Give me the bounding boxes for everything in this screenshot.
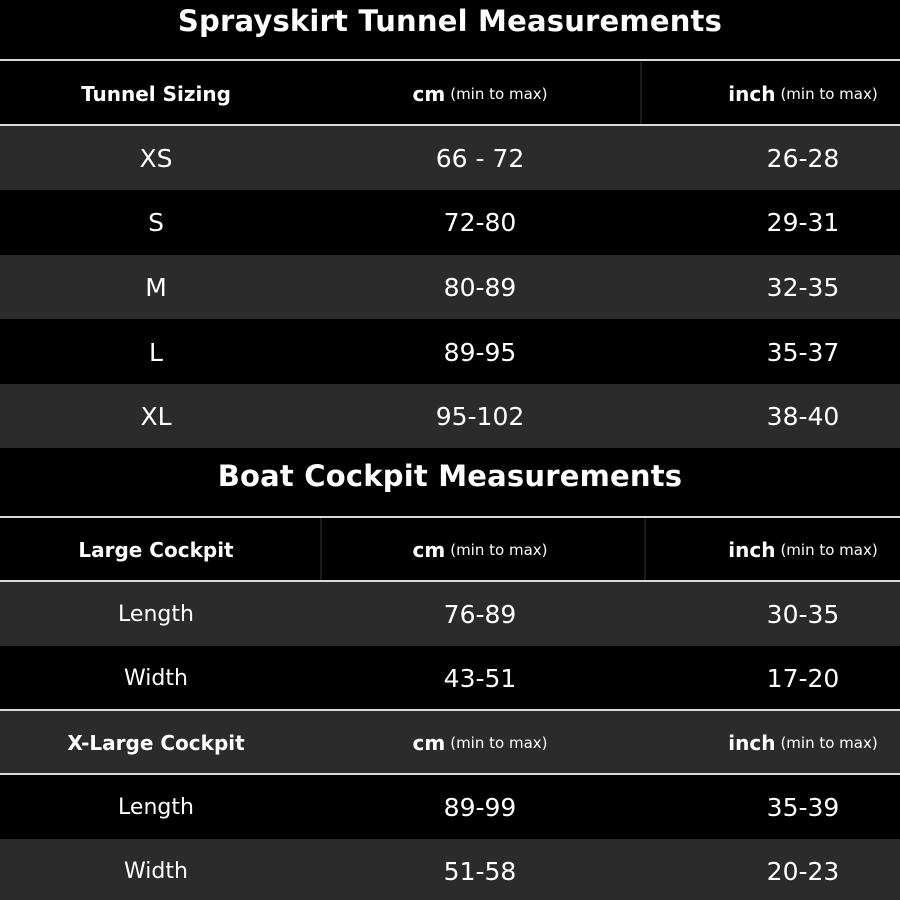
inch-cell: 17-20 [766,663,840,693]
large-cockpit-header-row [0,518,900,582]
table-row [0,320,900,384]
inch-cell: 20-23 [766,856,840,886]
cm-cell: 51-58 [443,856,517,886]
cockpit-title: Boat Cockpit Measurements [217,459,683,493]
table-row [0,126,900,190]
cm-cell: 89-99 [443,792,517,822]
table-row [0,839,900,900]
table-row [0,384,900,448]
table-row [0,646,900,710]
table-row [0,775,900,839]
large-header-cm: cm (min to max) [412,538,548,562]
dimension-cell: Length [118,601,194,627]
inch-cell: 26-28 [766,143,840,173]
table-row [0,255,900,319]
cm-cell: 95-102 [435,401,525,431]
table-row [0,190,900,254]
xlarge-header-inch: inch (min to max) [728,731,878,755]
cm-cell: 89-95 [443,337,517,367]
tunnel-header-inch: inch (min to max) [728,82,878,106]
size-cell: L [149,337,163,367]
size-cell: S [148,207,164,237]
tunnel-header-cm: cm (min to max) [412,82,548,106]
dimension-cell: Width [124,665,188,691]
size-cell: XL [140,401,172,431]
cm-cell: 76-89 [443,599,517,629]
header-column-divider [320,518,322,580]
cm-cell: 66 - 72 [435,143,525,173]
dimension-cell: Length [118,794,194,820]
size-cell: XS [139,143,173,173]
xlarge-header-label: X-Large Cockpit [67,731,245,755]
large-header-label: Large Cockpit [78,538,234,562]
tunnel-title: Sprayskirt Tunnel Measurements [177,4,723,38]
inch-cell: 35-39 [766,792,840,822]
header-column-divider [640,62,642,124]
inch-cell: 38-40 [766,401,840,431]
inch-cell: 32-35 [766,272,840,302]
xlarge-header-cm: cm (min to max) [412,731,548,755]
cm-cell: 72-80 [443,207,517,237]
header-column-divider [644,518,646,580]
inch-cell: 35-37 [766,337,840,367]
tunnel-header-size: Tunnel Sizing [81,82,231,106]
cm-cell: 80-89 [443,272,517,302]
tunnel-header-row [0,62,900,126]
xlarge-cockpit-header-row [0,711,900,775]
cm-cell: 43-51 [443,663,517,693]
dimension-cell: Width [124,858,188,884]
size-cell: M [145,272,167,302]
inch-cell: 30-35 [766,599,840,629]
tunnel-header-top-rule [0,59,900,61]
large-header-inch: inch (min to max) [728,538,878,562]
table-row [0,582,900,646]
inch-cell: 29-31 [766,207,840,237]
